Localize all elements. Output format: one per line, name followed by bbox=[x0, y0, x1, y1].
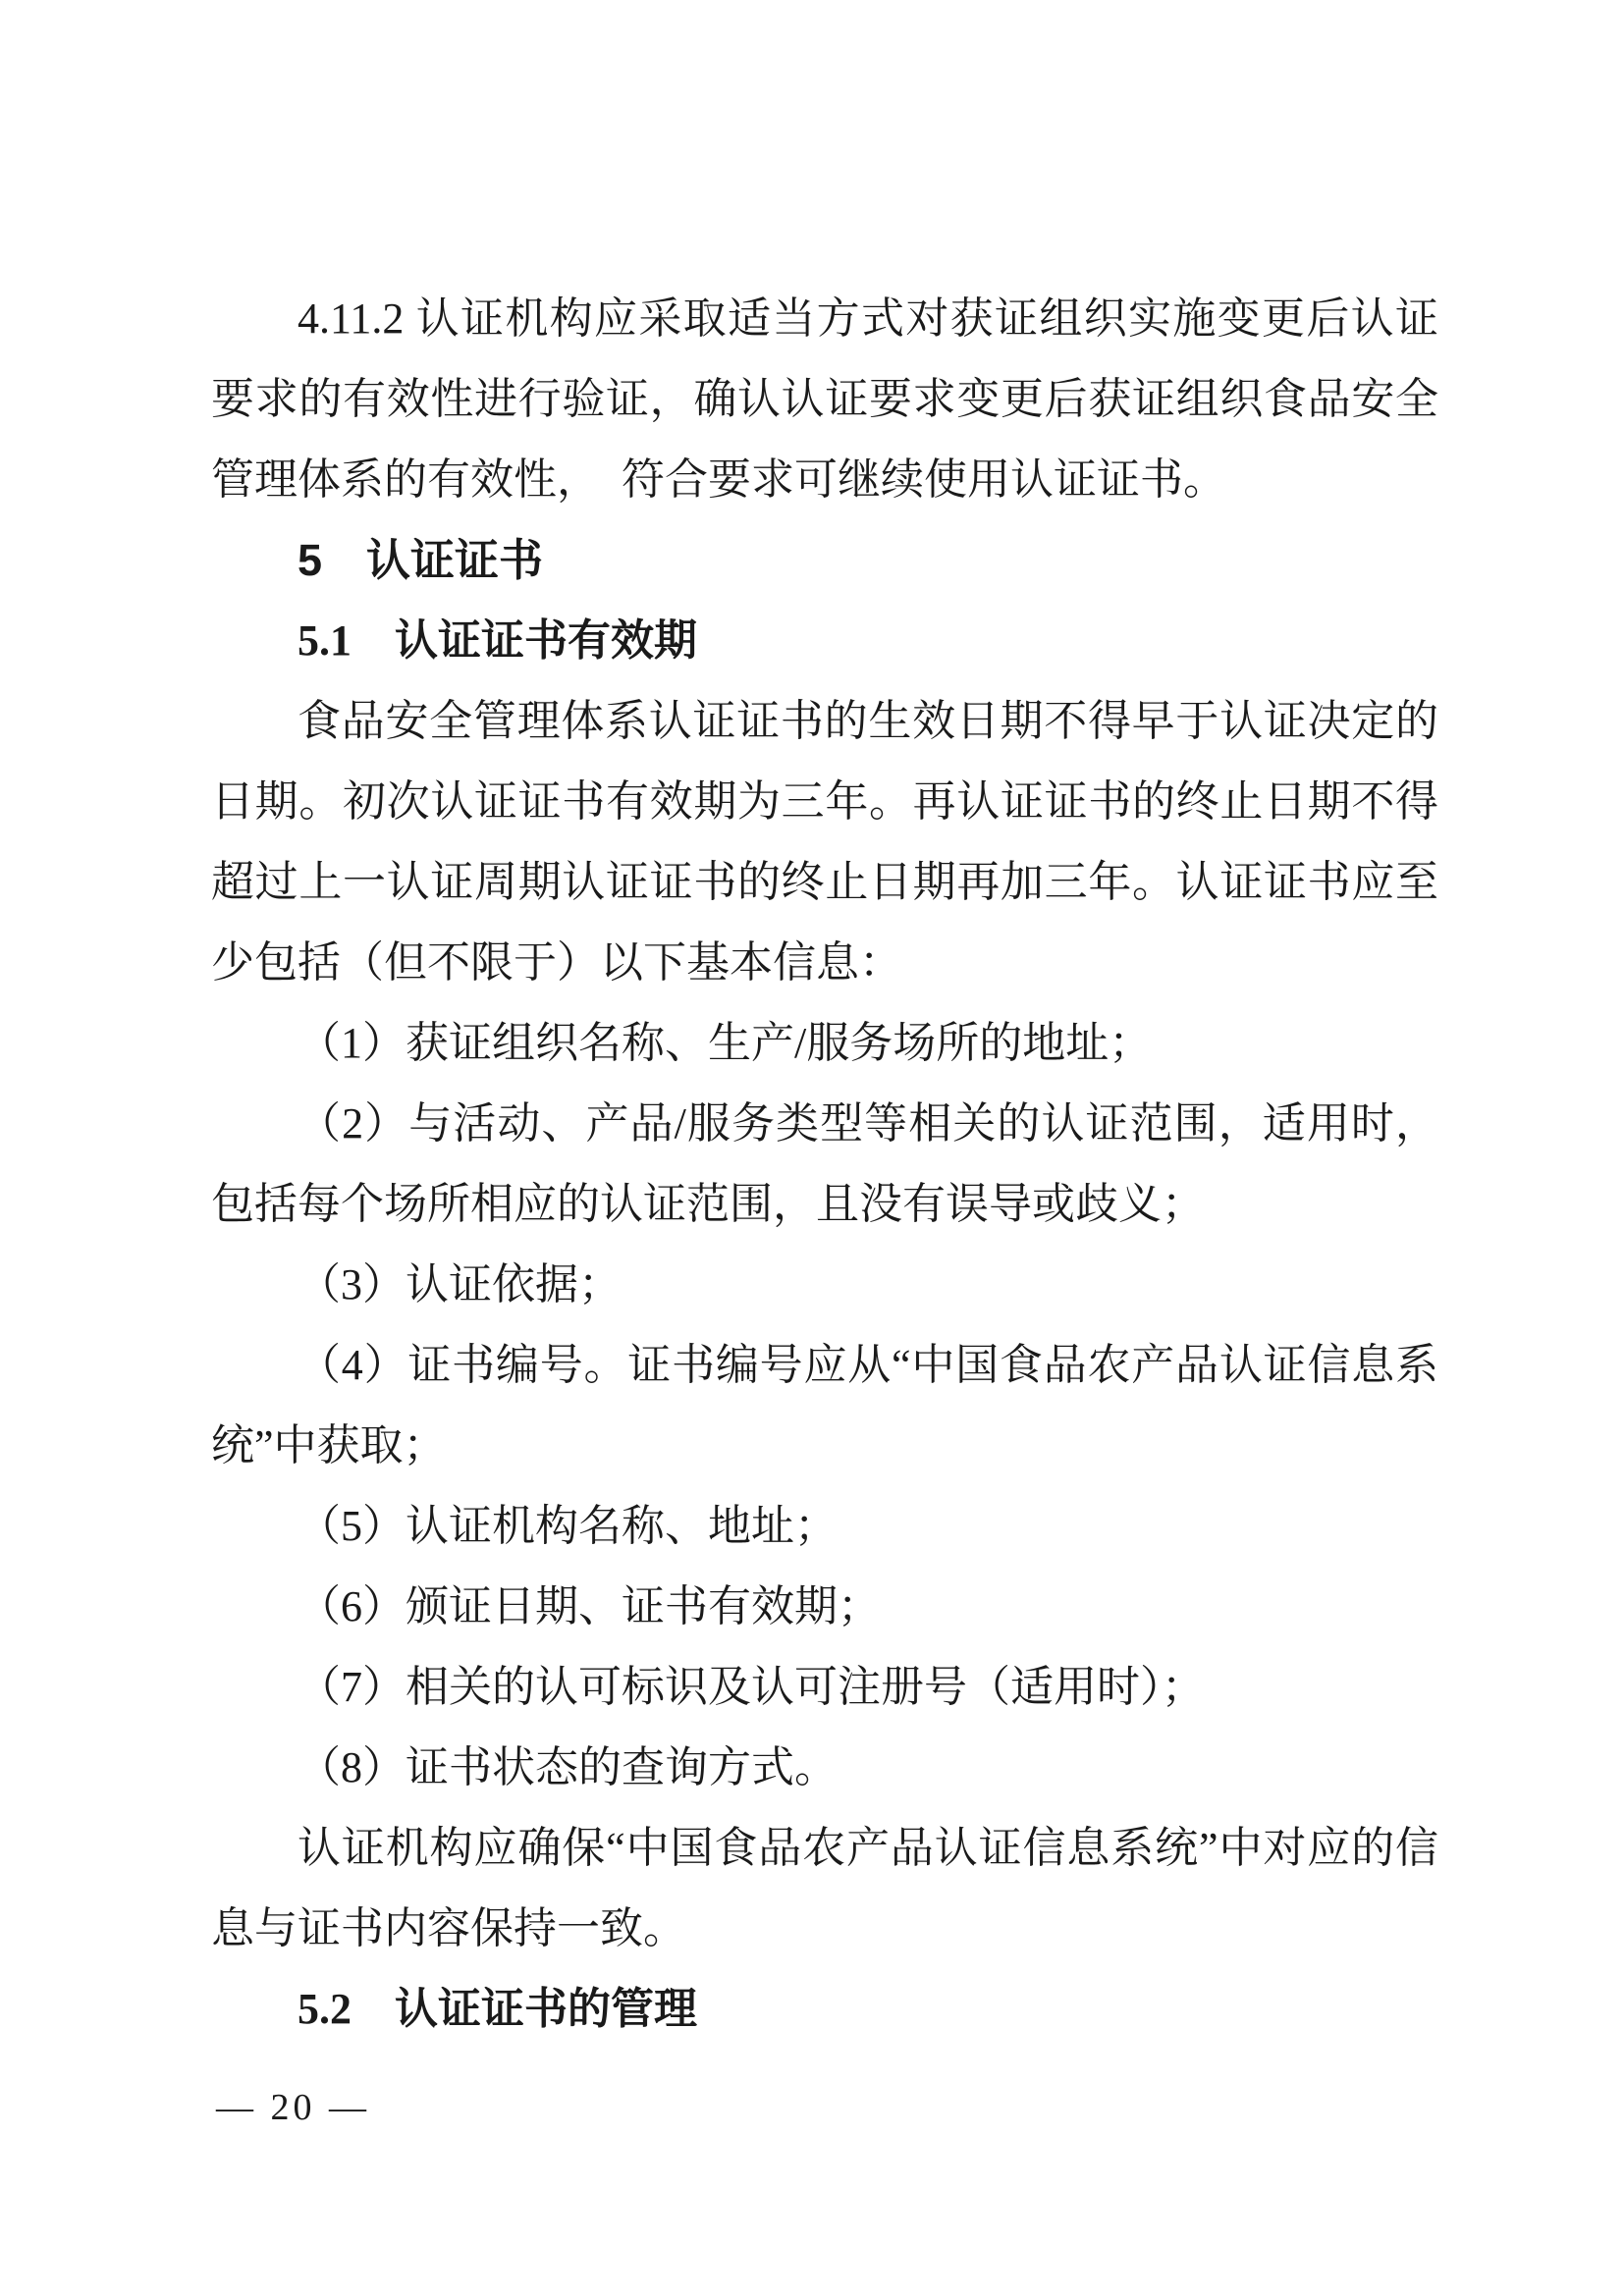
list-item-5: （5）认证机构名称、地址； bbox=[298, 1502, 838, 1550]
information-consistency-paragraph: 认证机构应确保“中国食品农产品认证信息系统”中对应的信息与证书内容保持一致。 bbox=[211, 1824, 1438, 1952]
list-item-3: （3）认证依据； bbox=[298, 1260, 622, 1308]
list-item-1: （1）获证组织名称、生产/服务场所的地址； bbox=[298, 1019, 1153, 1067]
section-5-heading: 5 认证证书 bbox=[298, 535, 544, 585]
list-item-6: （6）颁证日期、证书有效期； bbox=[298, 1582, 881, 1630]
page-number: — 20 — bbox=[216, 2087, 370, 2128]
list-item-8: （8）证书状态的查询方式。 bbox=[298, 1743, 838, 1791]
document-body bbox=[211, 279, 1438, 2050]
list-item-7: （7）相关的认可标识及认可注册号（适用时）； bbox=[298, 1663, 1205, 1711]
list-item-4: （4）证书编号。证书编号应从“中国食品农产品认证信息系统”中获取； bbox=[211, 1341, 1438, 1469]
certificate-validity-paragraph: 食品安全管理体系认证证书的生效日期不得早于认证决定的日期。初次认证证书有效期为三年。再认证证书的终止日期不得超过上一认证周期认证证书的终止日期再加三年。认证证书应至少包括（但不限于）以下基本信息： bbox=[211, 697, 1438, 987]
section-5-1-heading: 5.1 认证证书有效期 bbox=[298, 616, 697, 665]
section-5-2-heading: 5.2 认证证书的管理 bbox=[298, 1985, 697, 2033]
clause-4-11-2-paragraph: 4.11.2 认证机构应采取适当方式对获证组织实施变更后认证要求的有效性进行验证，确认认证要求变更后获证组织食品安全管理体系的有效性， 符合要求可继续使用认证证书。 bbox=[211, 294, 1438, 504]
list-item-2: （2）与活动、产品/服务类型等相关的认证范围，适用时，包括每个场所相应的认证范围，且没有误导或歧义； bbox=[211, 1099, 1438, 1228]
